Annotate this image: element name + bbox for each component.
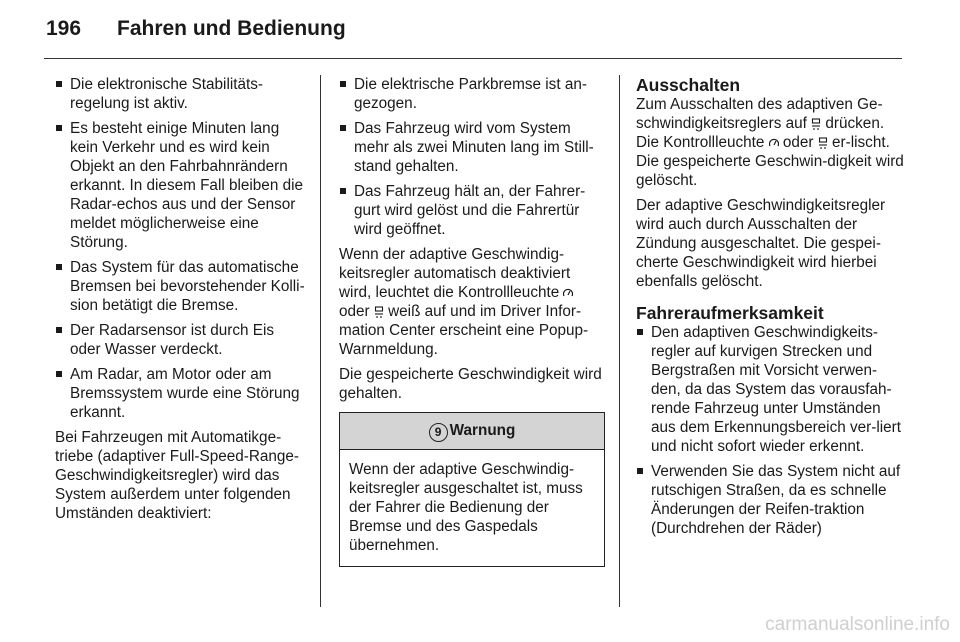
warning-box	[339, 412, 605, 567]
speedometer-control-icon	[769, 137, 779, 149]
paragraph-text: oder	[339, 303, 370, 320]
paragraph: Die gespeicherte Geschwindigkeit wird gehalten.	[339, 366, 602, 402]
paragraph	[339, 245, 605, 359]
column-divider-1	[320, 75, 321, 607]
paragraph: Bei Fahrzeugen mit Automatikge-triebe (adaptiver Full-Speed-Range-Geschwindigkeitsregler) wird das System außerdem unter folgenden Umständen deaktiviert:	[55, 429, 300, 522]
paragraph-text: oder	[782, 134, 814, 151]
paragraph-text: drücken. Die Kontrollleuchte	[636, 115, 885, 151]
bullet-list	[339, 75, 605, 239]
list-item: Das Fahrzeug wird vom System mehr als zwei Minuten lang im Still-stand gehalten.	[339, 119, 605, 176]
paragraph	[636, 95, 904, 190]
list-item: Verwenden Sie das System nicht auf rutschigen Straßen, da es schnelle Änderungen der Reifen-traktion (Durchdrehen der Räder)	[636, 462, 904, 538]
page-title: Fahren und Bedienung	[117, 17, 346, 40]
watermark: carmanualsonline.info	[765, 614, 950, 635]
column-3	[636, 75, 904, 544]
list-item: Der Radarsensor ist durch Eis oder Wasser verdeckt.	[55, 321, 307, 359]
paragraph-text: weiß auf und im Driver Infor-mation Center erscheint eine Popup-Warnmeldung.	[339, 303, 589, 358]
warning-body: Wenn der adaptive Geschwindig-keitsregler ausgeschaltet ist, muss der Fahrer die Bedienung der Bremse und des Gaspedals übernehmen.	[349, 461, 583, 554]
list-item: Das Fahrzeug hält an, der Fahrer-gurt wird gelöst und die Fahrertür wird geöffnet.	[339, 182, 605, 239]
list-item: Die elektronische Stabilitäts-regelung ist aktiv.	[55, 75, 307, 113]
paragraph-text: er-lischt. Die gespeicherte Geschwin-digkeit wird gelöscht.	[636, 134, 904, 189]
bullet-list	[636, 323, 904, 538]
column-2	[339, 75, 605, 567]
list-item: Es besteht einige Minuten lang kein Verkehr und es wird kein Objekt an den Fahrbahnrändern erkannt. In diesem Fall bleiben die Radar-echos aus und der Sensor meldet möglicherweise eine Störung.	[55, 119, 307, 252]
list-item: Die elektrische Parkbremse ist an-gezogen.	[339, 75, 605, 113]
header-rule	[44, 58, 902, 59]
warning-title: Warnung	[449, 422, 516, 439]
section-heading-fahreraufmerksamkeit: Fahreraufmerksamkeit	[636, 303, 824, 323]
vehicle-ahead-control-icon	[374, 306, 384, 318]
warning-icon: 9	[429, 423, 448, 442]
paragraph-text: Wenn der adaptive Geschwindig-keitsregler automatisch deaktiviert wird, leuchtet die Kontrollleuchte	[339, 246, 571, 301]
list-item: Das System für das automatische Bremsen bei bevorstehender Kolli-sion betätigt die Bremse.	[55, 258, 307, 315]
section-heading-ausschalten: Ausschalten	[636, 75, 741, 95]
paragraph-text: Zum Ausschalten des adaptiven Ge-schwindigkeitsreglers auf	[636, 96, 883, 132]
vehicle-ahead-control-icon	[818, 137, 828, 149]
page-number: 196	[46, 17, 82, 40]
warning-header	[340, 413, 604, 450]
column-1	[55, 75, 307, 529]
vehicle-ahead-control-icon	[811, 118, 821, 130]
paragraph: Der adaptive Geschwindigkeitsregler wird auch durch Ausschalten der Zündung ausgeschaltet. Die gespei-cherte Geschwindigkeit wird hierbei ebenfalls gelöscht.	[636, 197, 886, 290]
bullet-list	[55, 75, 307, 422]
list-item: Am Radar, am Motor oder am Bremssystem wurde eine Störung erkannt.	[55, 365, 307, 422]
column-divider-2	[619, 75, 620, 607]
list-item: Den adaptiven Geschwindigkeits-regler auf kurvigen Strecken und Bergstraßen mit Vorsicht verwen-den, da das System das vorausfah-rende Fahrzeug unter Umständen aus dem Erkennungsbereich ver-liert und nicht sofort wieder erkennt.	[636, 323, 904, 456]
page-header	[0, 0, 960, 60]
speedometer-control-icon	[563, 287, 573, 299]
